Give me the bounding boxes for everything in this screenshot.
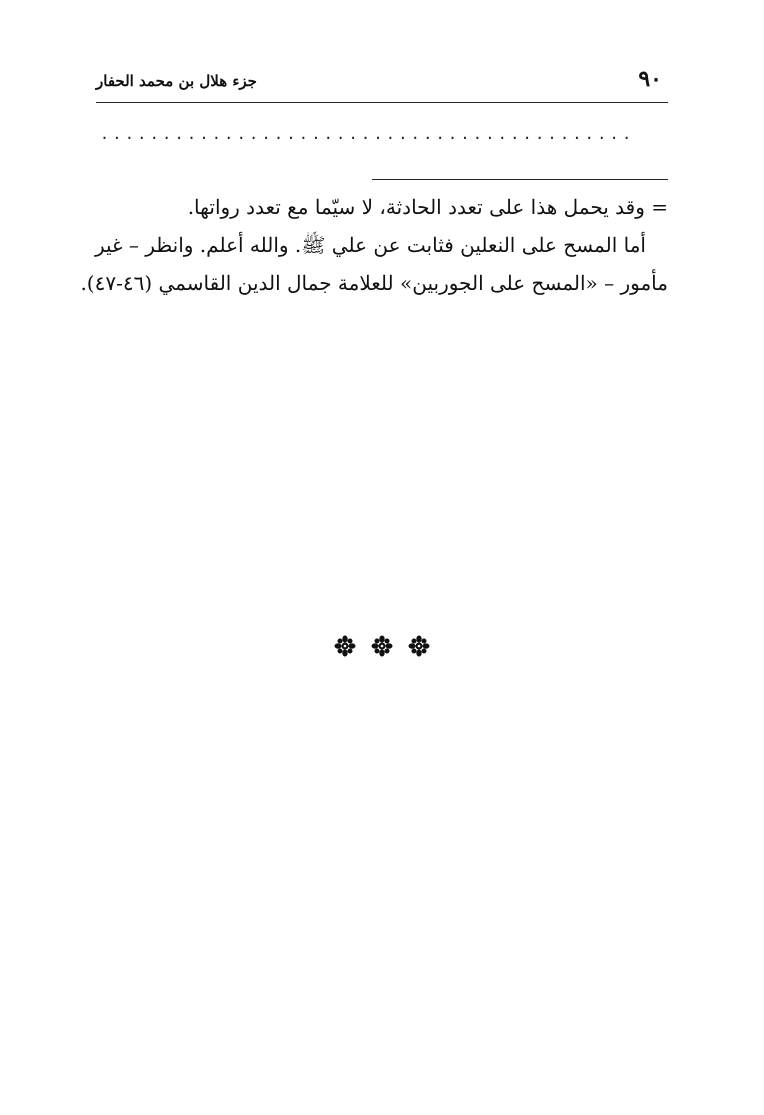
asterism-flower-icon — [334, 635, 356, 657]
footnote-line: مأمور – «المسح على الجوربين» للعلامة جمال الدين القاسمي (٤٦-٤٧). — [80, 271, 668, 295]
section-end-ornaments — [334, 634, 430, 658]
running-header — [96, 64, 668, 100]
footnote-line: أما المسح على النعلين فثابت عن علي ﷺ. والله أعلم. وانظر – غير — [94, 233, 646, 257]
page-number: ٩٠ — [638, 66, 662, 92]
footnote-separator — [372, 179, 668, 180]
running-title: جزء هلال بن محمد الحفار — [96, 72, 257, 90]
footnote — [80, 188, 668, 302]
asterism-flower-icon — [408, 635, 430, 657]
header-rule — [96, 102, 668, 103]
asterism-flower-icon — [371, 635, 393, 657]
omission-dots: ........................................... — [100, 126, 635, 142]
footnote-line: = وقد يحمل هذا على تعدد الحادثة، لا سيّما مع تعدد رواتها. — [187, 195, 668, 219]
